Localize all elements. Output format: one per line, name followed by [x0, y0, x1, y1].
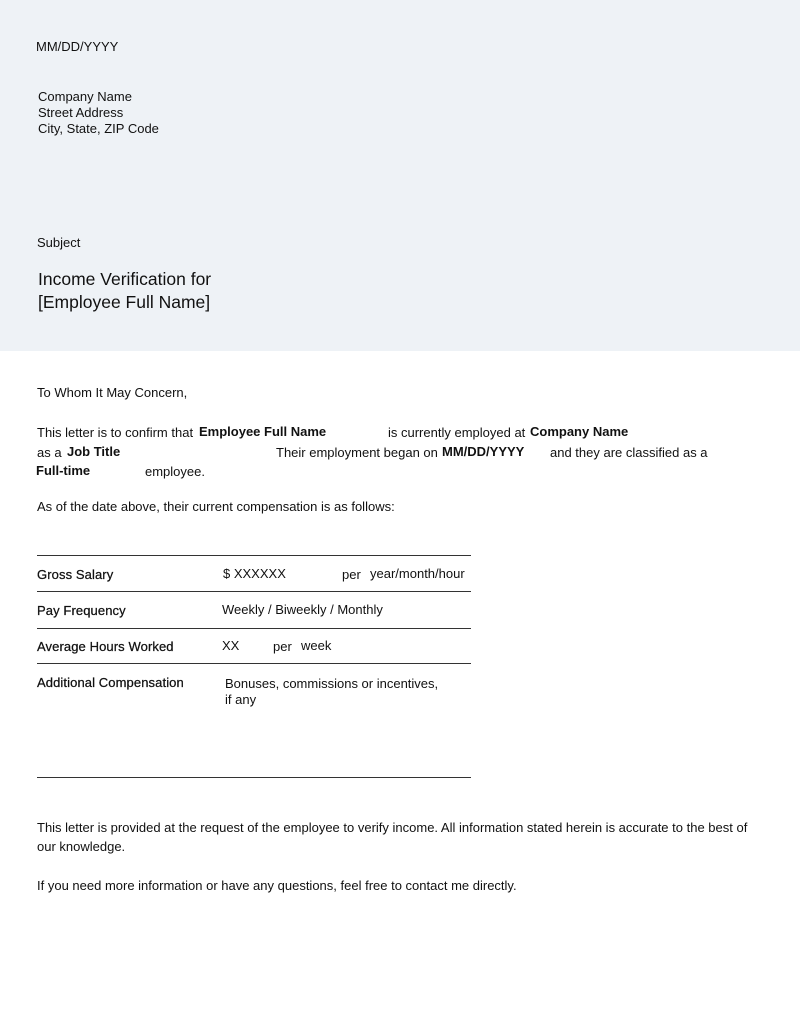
table-rule: [37, 663, 471, 664]
subject-line-1: Income Verification for: [38, 269, 212, 289]
letter-date: MM/DD/YYYY: [36, 39, 119, 54]
average-hours-value: XX: [222, 638, 240, 653]
classification-field: Full-time: [36, 463, 91, 478]
salutation: To Whom It May Concern,: [37, 385, 188, 400]
subject-line-2: [Employee Full Name]: [38, 292, 211, 312]
average-hours-label: Average Hours Worked: [37, 639, 174, 654]
closing-paragraph-line-1: This letter is provided at the request of the employee to verify income. All information stated herein is accurate to the best of: [37, 820, 748, 835]
employment-began-text: Their employment began on: [276, 445, 438, 460]
average-hours-per: per: [273, 639, 292, 654]
recipient-city-state-zip: City, State, ZIP Code: [38, 121, 159, 136]
additional-compensation-label: Additional Compensation: [37, 675, 184, 690]
pay-frequency-label: Pay Frequency: [37, 603, 126, 618]
employee-full-name-field: Employee Full Name: [199, 424, 327, 439]
table-rule: [37, 628, 471, 629]
confirm-intro: This letter is to confirm that: [37, 425, 194, 440]
classified-text: and they are classified as a: [550, 445, 708, 460]
table-rule-top: [37, 555, 471, 556]
additional-compensation-value-line-2: if any: [225, 692, 257, 707]
job-title-field: Job Title: [67, 444, 121, 459]
start-date-field: MM/DD/YYYY: [442, 444, 525, 459]
recipient-street-address: Street Address: [38, 105, 124, 120]
subject-label: Subject: [37, 235, 81, 250]
pay-frequency-value: Weekly / Biweekly / Monthly: [222, 602, 383, 617]
as-a-text: as a: [37, 445, 62, 460]
table-rule: [37, 591, 471, 592]
gross-salary-per: per: [342, 567, 361, 582]
employed-at-text: is currently employed at: [388, 425, 526, 440]
contact-paragraph: If you need more information or have any questions, feel free to contact me directly.: [37, 878, 517, 893]
employee-word: employee.: [145, 464, 205, 479]
compensation-intro: As of the date above, their current compensation is as follows:: [37, 499, 395, 514]
closing-paragraph-line-2: our knowledge.: [37, 839, 126, 854]
table-rule-bottom: [37, 777, 471, 778]
additional-compensation-value-line-1: Bonuses, commissions or incentives,: [225, 676, 439, 691]
average-hours-unit: week: [301, 638, 332, 653]
gross-salary-unit: year/month/hour: [370, 566, 465, 581]
gross-salary-value: $ XXXXXX: [223, 566, 286, 581]
gross-salary-label: Gross Salary: [37, 567, 114, 582]
company-name-field: Company Name: [530, 424, 629, 439]
recipient-company-name: Company Name: [38, 89, 132, 104]
